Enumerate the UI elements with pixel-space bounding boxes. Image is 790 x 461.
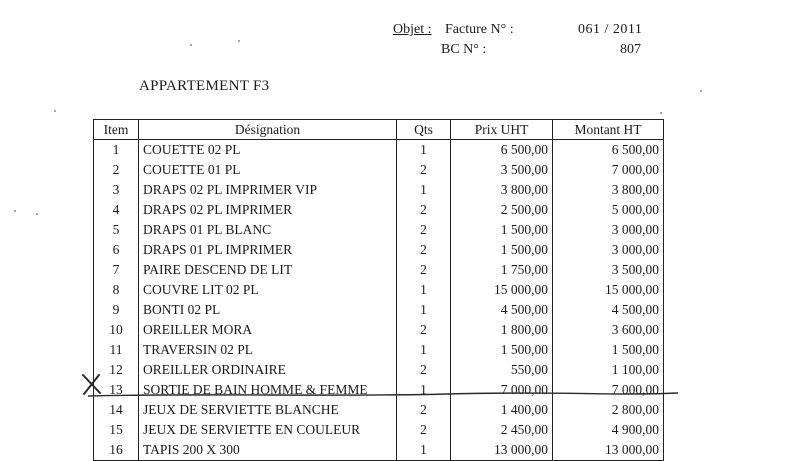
cell-montant: 3 000,00 — [553, 220, 664, 240]
cell-prix: 550,00 — [451, 360, 553, 380]
cell-item: 3 — [94, 180, 139, 200]
scan-speck — [190, 44, 192, 46]
cell-prix: 3 800,00 — [451, 180, 553, 200]
cell-prix: 2 500,00 — [451, 200, 553, 220]
cell-montant: 13 000,00 — [553, 440, 664, 461]
cell-designation: BONTI 02 PL — [139, 300, 397, 320]
cell-montant: 3 500,00 — [553, 260, 664, 280]
table-header-row — [94, 120, 664, 140]
bc-number: 807 — [620, 42, 641, 57]
table-row — [94, 320, 664, 340]
column-header-item: Item — [94, 120, 139, 140]
cell-qts: 2 — [397, 160, 451, 180]
cell-prix: 1 500,00 — [451, 220, 553, 240]
cell-designation: JEUX DE SERVIETTE EN COULEUR — [139, 420, 397, 440]
cell-designation: JEUX DE SERVIETTE BLANCHE — [139, 400, 397, 420]
cell-designation: DRAPS 02 PL IMPRIMER VIP — [139, 180, 397, 200]
cell-qts: 2 — [397, 320, 451, 340]
cell-item: 15 — [94, 420, 139, 440]
cell-montant: 4 500,00 — [553, 300, 664, 320]
cell-item: 2 — [94, 160, 139, 180]
invoice-table — [93, 119, 664, 461]
document-title: APPARTEMENT F3 — [139, 78, 270, 94]
scan-speck — [14, 210, 16, 212]
cell-designation: DRAPS 02 PL IMPRIMER — [139, 200, 397, 220]
cell-item: 6 — [94, 240, 139, 260]
cell-item: 5 — [94, 220, 139, 240]
cell-qts: 2 — [397, 400, 451, 420]
cell-designation: TAPIS 200 X 300 — [139, 440, 397, 461]
table-row — [94, 420, 664, 440]
scan-speck — [660, 112, 662, 114]
cell-montant: 7 000,00 — [553, 160, 664, 180]
cell-qts: 1 — [397, 140, 451, 161]
cell-qts: 2 — [397, 240, 451, 260]
cell-montant: 3 600,00 — [553, 320, 664, 340]
cell-item: 10 — [94, 320, 139, 340]
cell-designation: OREILLER MORA — [139, 320, 397, 340]
cell-montant: 3 000,00 — [553, 240, 664, 260]
column-header-designation: Désignation — [139, 120, 397, 140]
table-row — [94, 220, 664, 240]
table-row — [94, 180, 664, 200]
cell-designation: DRAPS 01 PL IMPRIMER — [139, 240, 397, 260]
table-row — [94, 280, 664, 300]
cell-qts: 1 — [397, 380, 451, 400]
table-row — [94, 360, 664, 380]
table-row — [94, 240, 664, 260]
cell-prix: 1 400,00 — [451, 400, 553, 420]
cell-prix: 1 800,00 — [451, 320, 553, 340]
table-row — [94, 340, 664, 360]
cell-montant: 1 500,00 — [553, 340, 664, 360]
cell-qts: 2 — [397, 200, 451, 220]
facture-label: Facture N° : — [445, 22, 514, 37]
scan-speck — [700, 90, 702, 92]
scan-speck — [238, 40, 240, 42]
cell-prix: 4 500,00 — [451, 300, 553, 320]
cell-montant: 5 000,00 — [553, 200, 664, 220]
cell-qts: 1 — [397, 300, 451, 320]
table-row — [94, 440, 664, 461]
cell-montant: 4 900,00 — [553, 420, 664, 440]
cell-item: 14 — [94, 400, 139, 420]
scan-speck — [54, 110, 56, 112]
cell-designation: COUETTE 02 PL — [139, 140, 397, 161]
cell-qts: 2 — [397, 260, 451, 280]
cell-item: 12 — [94, 360, 139, 380]
cell-qts: 2 — [397, 360, 451, 380]
cell-item: 11 — [94, 340, 139, 360]
cell-qts: 2 — [397, 220, 451, 240]
table-row — [94, 200, 664, 220]
cell-montant: 15 000,00 — [553, 280, 664, 300]
cell-designation: SORTIE DE BAIN HOMME & FEMME — [139, 380, 397, 400]
cell-designation: DRAPS 01 PL BLANC — [139, 220, 397, 240]
cell-item: 16 — [94, 440, 139, 461]
cell-qts: 1 — [397, 180, 451, 200]
table-row — [94, 400, 664, 420]
table-row — [94, 160, 664, 180]
cell-prix: 2 450,00 — [451, 420, 553, 440]
cell-prix: 15 000,00 — [451, 280, 553, 300]
cell-qts: 1 — [397, 280, 451, 300]
cell-item: 4 — [94, 200, 139, 220]
cell-item: 9 — [94, 300, 139, 320]
cell-designation: TRAVERSIN 02 PL — [139, 340, 397, 360]
cell-item: 8 — [94, 280, 139, 300]
cell-designation: OREILLER ORDINAIRE — [139, 360, 397, 380]
cell-qts: 1 — [397, 340, 451, 360]
scan-speck — [36, 213, 38, 215]
cell-prix: 7 000,00 — [451, 380, 553, 400]
column-header-montant: Montant HT — [553, 120, 664, 140]
facture-number: 061 / 2011 — [578, 22, 643, 37]
cell-item: 7 — [94, 260, 139, 280]
column-header-qts: Qts — [397, 120, 451, 140]
cell-prix: 1 500,00 — [451, 240, 553, 260]
cell-montant: 7 000,00 — [553, 380, 664, 400]
table-row — [94, 260, 664, 280]
table-row — [94, 140, 664, 161]
column-header-prix: Prix UHT — [451, 120, 553, 140]
cell-prix: 1 500,00 — [451, 340, 553, 360]
cell-prix: 13 000,00 — [451, 440, 553, 461]
cell-prix: 1 750,00 — [451, 260, 553, 280]
cell-designation: COUVRE LIT 02 PL — [139, 280, 397, 300]
cell-qts: 2 — [397, 420, 451, 440]
cell-item: 1 — [94, 140, 139, 161]
cell-montant: 3 800,00 — [553, 180, 664, 200]
cell-montant: 6 500,00 — [553, 140, 664, 161]
table-row — [94, 300, 664, 320]
cell-qts: 1 — [397, 440, 451, 461]
cell-prix: 3 500,00 — [451, 160, 553, 180]
cell-montant: 1 100,00 — [553, 360, 664, 380]
cell-item: 13 — [94, 380, 139, 400]
cell-prix: 6 500,00 — [451, 140, 553, 161]
table-row — [94, 380, 664, 400]
bc-label: BC N° : — [441, 42, 487, 57]
objet-label: Objet : — [393, 22, 432, 37]
cell-designation: PAIRE DESCEND DE LIT — [139, 260, 397, 280]
cell-designation: COUETTE 01 PL — [139, 160, 397, 180]
cell-montant: 2 800,00 — [553, 400, 664, 420]
